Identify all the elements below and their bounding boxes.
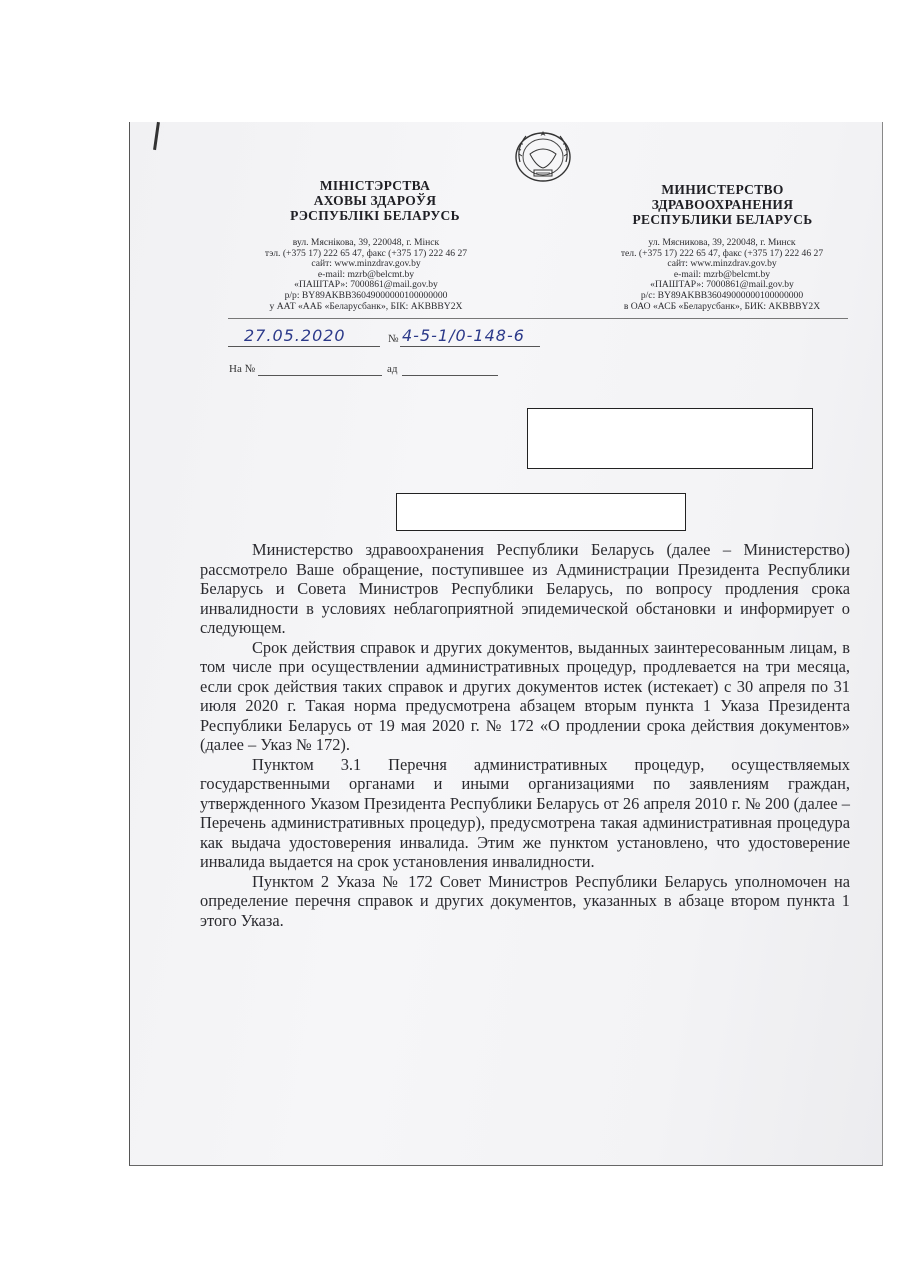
paragraph: Пунктом 2 Указа № 172 Совет Министров Республики Беларусь уполномочен на определение перечня справок и других документов, указанных в абзаце втором пункта 1 этого Указа. [200,871,850,930]
number-label: № [388,333,399,345]
date-underline [228,346,380,347]
header-divider [228,318,848,319]
redacted-salutation [396,493,686,531]
paragraph: Пунктом 3.1 Перечня административных процедур, осуществляемых государственными органами и иными организациями по заявлениям граждан, утвержденного Указом Президента Республики Беларусь от 26 апреля 2010 г. № 200 (далее – Перечень административных процедур), предусмотрена такая административная процедура как выдача удостоверения инвалида. Этим же пунктом установлено, что удостоверение инвалида выдается на срок установления инвалидности. [200,754,850,871]
number-underline [400,346,540,347]
header-left-address: вул. Мяснікова, 39, 220048, г. Мінск тэл. (+375 17) 222 65 47, факс (+375 17) 222 46 27 сайт: www.minzdrav.gov.by e-mail: mzrb@belcmt.by «ПАШТАР»: 7000861@mail.gov.by р/р: BY89AKBB36049000000100000000 у ААТ «ААБ «Беларусбанк», БІК: AKBBBY2X [264,237,468,312]
reference-label: На № [229,363,256,375]
registration-date: 27.05.2020 [244,326,346,345]
header-right-title: МИНИСТЕРСТВО ЗДРАВООХРАНЕНИЯ РЕСПУБЛИКИ БЕЛАРУСЬ [632,182,813,227]
reference-from-underline [402,375,498,376]
header-left-title: МІНІСТЭРСТВА АХОВЫ ЗДАРОЎЯ РЭСПУБЛІКІ БЕЛАРУСЬ [290,178,460,223]
letter-body [200,540,850,930]
paragraph: Министерство здравоохранения Республики Беларусь (далее – Министерство) рассмотрело Ваше обращение, поступившее из Администрации Президента Республики Беларусь и Совета Министров Республики Беларусь, по вопросу продления срока инвалидности в условиях неблагоприятной эпидемической обстановки и информирует о следующем. [200,540,850,637]
header-right-address: ул. Мясникова, 39, 220048, г. Минск тел. (+375 17) 222 65 47, факс (+375 17) 222 46 27 сайт: www.minzdrav.gov.by e-mail: mzrb@belcmt.by «ПАШТАР»: 7000861@mail.gov.by р/с: BY89AKBB36049000000100000000 в ОАО «АСБ «Беларусбанк», БИК: AKBBBY2X [620,237,824,312]
paragraph: Срок действия справок и других документов, выданных заинтересованным лицам, в том числе при осуществлении административных процедур, продлевается на три месяца, если срок действия таких справок и других документов истек (истекает) с 30 апреля по 31 июля 2020 г. Такая норма предусмотрена абзацем вторым пункта 1 Указа Президента Республики Беларусь от 19 мая 2020 г. № 172 «О продлении срока действия документов» (далее – Указ № 172). [200,637,850,754]
reference-from-label: ад [387,363,398,375]
redacted-addressee [527,408,813,469]
reference-underline [258,375,382,376]
state-emblem-icon [512,126,574,184]
registration-number: 4-5-1/0-148-6 [402,326,525,345]
